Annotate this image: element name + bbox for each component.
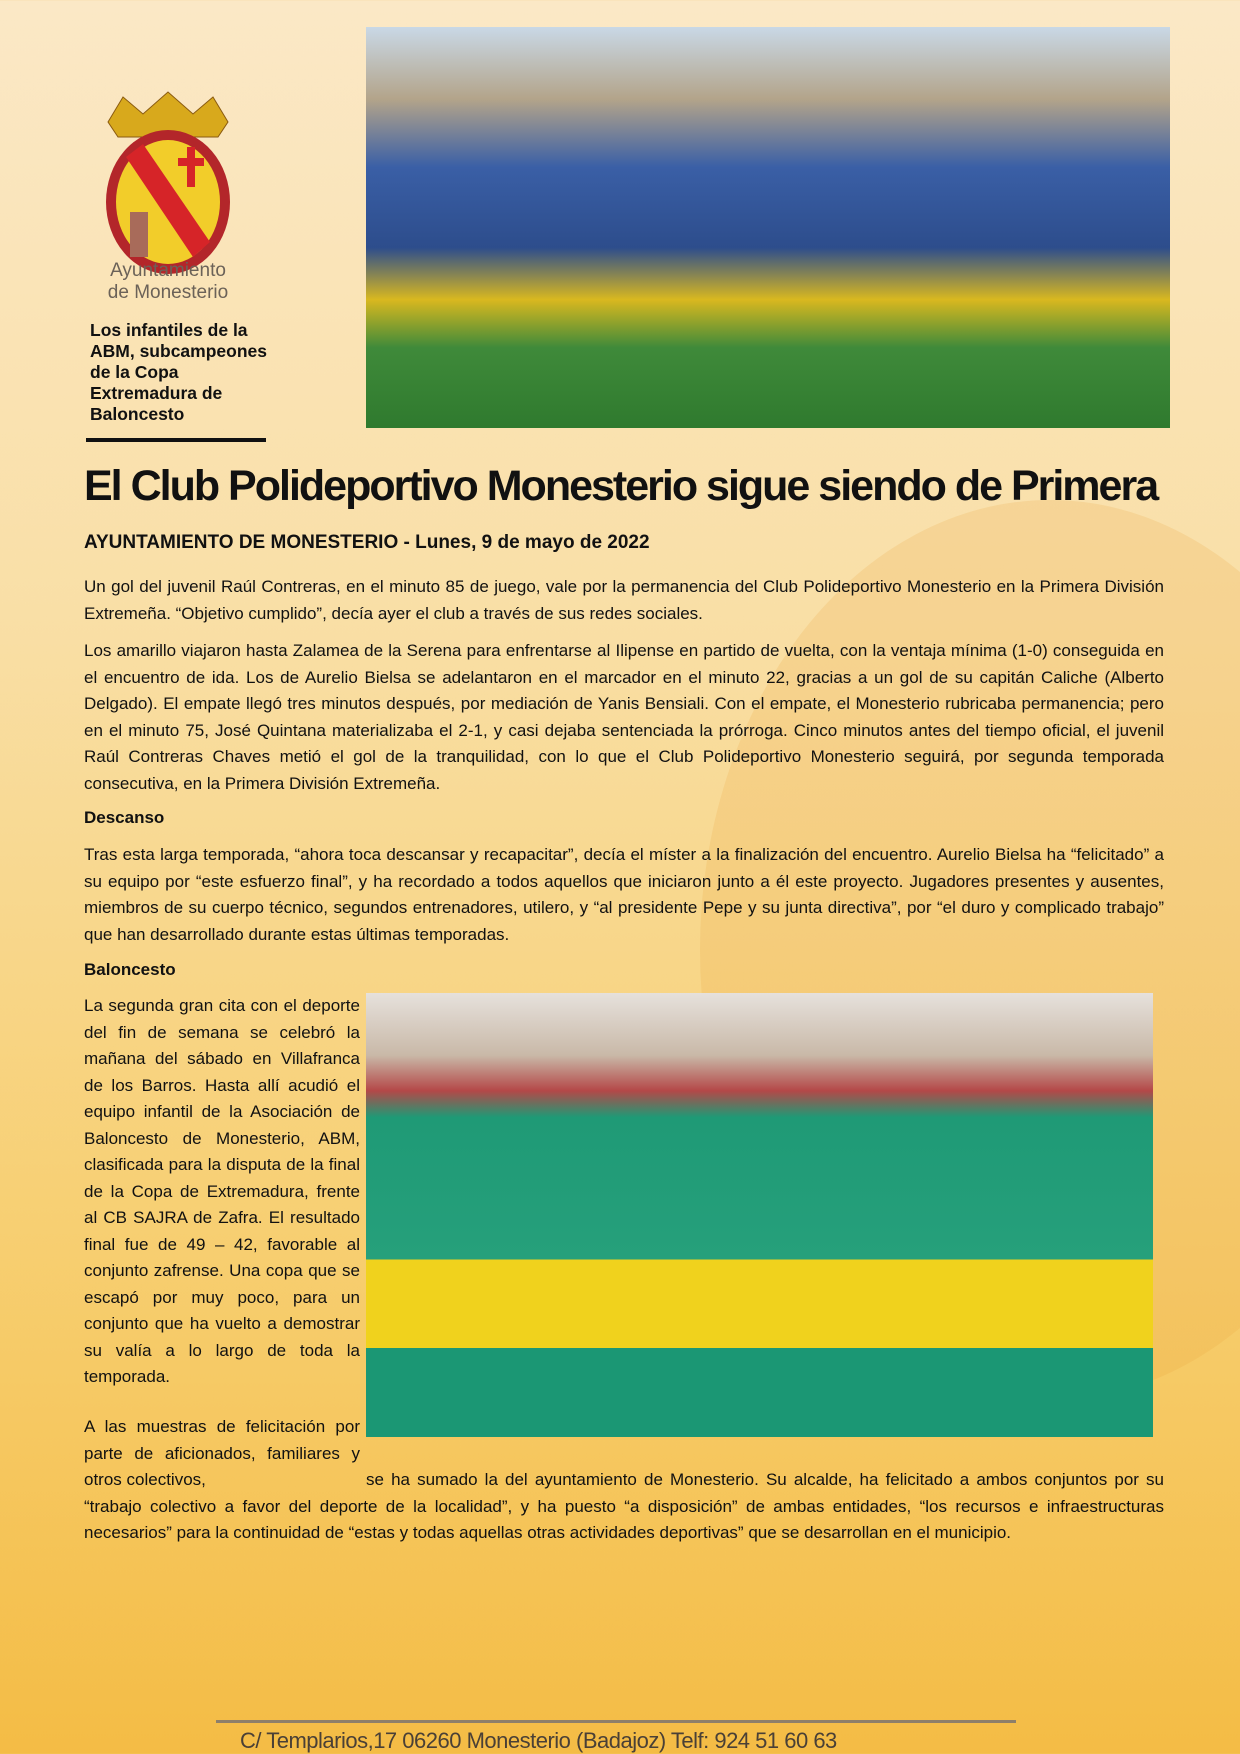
football-team-photo [366,27,1170,428]
paragraph: A las muestras de felicitación por parte de aficionados, familiares y otros colectivos, [84,1417,360,1489]
caption-divider [86,438,266,442]
footer-address: C/ Templarios,17 06260 Monesterio (Badajoz) Telf: 924 51 60 63 [240,1728,837,1753]
section-heading-descanso: Descanso [84,808,165,827]
paragraph: se ha sumado la del ayuntamiento de Monesterio. Su alcalde, ha felicitado a ambos conjuntos por su “trabajo colectivo a favor del deporte de la localidad”, y ha puesto “a disposición” de ambas entidades, “los recursos e infraestructuras necesarios” para la continuidad de “estas y todas aquellas otras actividades deportivas” que se desarrollan en el municipio. [84,1470,1164,1542]
sidebar-caption: Los infantiles de la ABM, subcampeones de la Copa Extremadura de Baloncesto [90,320,267,424]
paragraph: Tras esta larga temporada, “ahora toca descansar y recapacitar”, decía el míster a la finalización del encuentro. Aurelio Bielsa ha “felicitado” a su equipo por “este esfuerzo final”, y ha recordado a todos aquellos que iniciaron junto a él este proyecto. Jugadores presentes y ausentes, miembros de su cuerpo técnico, segundos entrenadores, utilero, y “al presidente Pepe y su junta directiva”, por “el duro y complicado trabajo” que han desarrollado durante estas últimas temporadas. [84,845,1164,944]
article-title: El Club Polideportivo Monesterio sigue siendo de Primera [84,462,1158,510]
paragraph: La segunda gran cita con el deporte del fin de semana se celebró la mañana del sábado en Villafranca de los Barros. Hasta allí acudió el equipo infantil de la Asociación de Baloncesto de Monesterio, ABM, clasificada para la disputa de la final de la Copa de Extremadura, frente al CB SAJRA de Zafra. El resultado final fue de 49 – 42, favorable al conjunto zafrense. Una copa que se escapó por muy poco, para un conjunto que ha vuelto a demostrar su valía a lo largo de toda la temporada. [84,996,360,1386]
logo-text [88,260,248,304]
basketball-team-photo [366,993,1153,1437]
logo-line1: Ayuntamiento [110,260,226,281]
section-heading-baloncesto: Baloncesto [84,960,176,979]
logo-line2: de Monesterio [107,282,229,303]
paragraph: Un gol del juvenil Raúl Contreras, en el minuto 85 de juego, vale por la permanencia del Club Polideportivo Monesterio en la Primera División Extremeña. “Objetivo cumplido”, decía ayer el club a través de sus redes sociales. [84,577,1164,623]
paragraph: Los amarillo viajaron hasta Zalamea de la Serena para enfrentarse al Ilipense en partido de vuelta, con la ventaja mínima (1-0) conseguida en el encuentro de ida. Los de Aurelio Bielsa se adelantaron en el marcador en el minuto 22, gracias a un gol de su capitán Caliche (Alberto Delgado). El empate llegó tres minutos después, por mediación de Yanis Bensiali. Con el empate, el Monesterio rubricaba permanencia; pero en el minuto 75, José Quintana materializaba el 2-1, y casi dejaba sentenciada la prórroga. Cinco minutos antes del tiempo oficial, el juvenil Raúl Contreras Chaves metió el gol de la tranquilidad, con lo que el Club Polideportivo Monesterio seguirá, por segunda temporada consecutiva, en la Primera División Extremeña. [84,641,1164,793]
byline: AYUNTAMIENTO DE MONESTERIO - Lunes, 9 de mayo de 2022 [84,532,650,553]
footer-divider [216,1720,1016,1723]
